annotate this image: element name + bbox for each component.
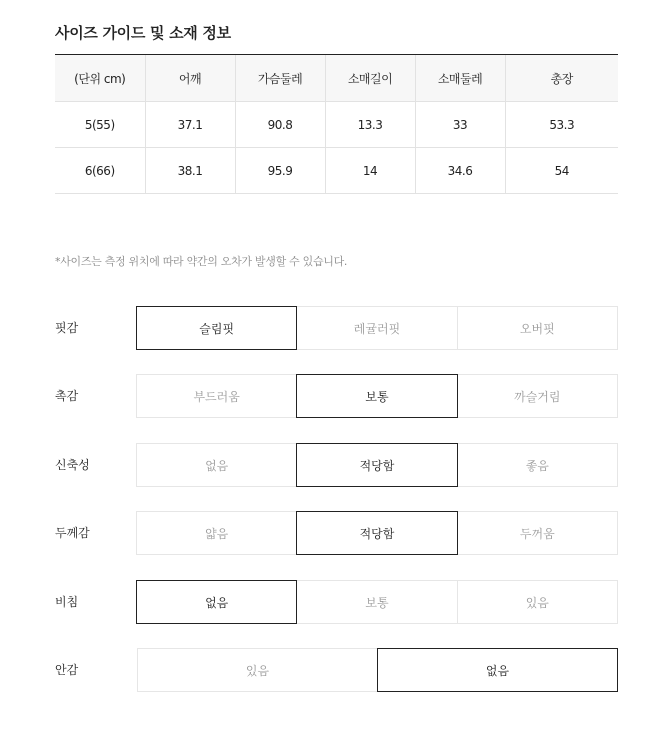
option-regular-fit[interactable]: 레귤러핏 xyxy=(296,306,457,350)
cell-total-length: 53.3 xyxy=(505,102,618,148)
size-table-header-row xyxy=(55,55,618,102)
option-thick[interactable]: 두꺼움 xyxy=(457,511,618,555)
attr-row-fit xyxy=(55,306,618,350)
attr-row-elasticity xyxy=(55,443,618,487)
cell-chest: 95.9 xyxy=(235,148,325,194)
header-sleeve-width: 소매둘레 xyxy=(415,55,505,102)
attr-row-thickness xyxy=(55,511,618,555)
option-none[interactable]: 없음 xyxy=(136,580,297,624)
header-unit: (단위 cm) xyxy=(55,55,145,102)
header-sleeve-length: 소매길이 xyxy=(325,55,415,102)
attr-label-sheerness: 비침 xyxy=(55,595,79,609)
option-rough[interactable]: 까슬거림 xyxy=(457,374,618,418)
header-shoulder: 어깨 xyxy=(145,55,235,102)
option-none[interactable]: 없음 xyxy=(136,443,297,487)
attr-row-sheerness xyxy=(55,580,618,624)
option-thin[interactable]: 얇음 xyxy=(136,511,297,555)
header-total-length: 총장 xyxy=(505,55,618,102)
option-normal[interactable]: 보통 xyxy=(296,374,457,418)
option-present[interactable]: 있음 xyxy=(137,648,378,692)
attr-options-thickness xyxy=(136,511,618,555)
attr-label-touch: 촉감 xyxy=(55,389,79,403)
option-good[interactable]: 좋음 xyxy=(457,443,618,487)
cell-sleeve-width: 33 xyxy=(415,102,505,148)
attr-options-touch xyxy=(136,374,618,418)
option-moderate[interactable]: 적당함 xyxy=(296,511,457,555)
option-none[interactable]: 없음 xyxy=(377,648,618,692)
attr-label-elasticity: 신축성 xyxy=(55,458,90,472)
attr-label-fit: 핏감 xyxy=(55,321,79,335)
cell-sleeve-width: 34.6 xyxy=(415,148,505,194)
option-over-fit[interactable]: 오버핏 xyxy=(457,306,618,350)
cell-total-length: 54 xyxy=(505,148,618,194)
attr-label-lining: 안감 xyxy=(55,663,79,677)
attr-options-sheerness xyxy=(136,580,618,624)
cell-sleeve-length: 13.3 xyxy=(325,102,415,148)
option-slim-fit[interactable]: 슬림핏 xyxy=(136,306,297,350)
cell-sleeve-length: 14 xyxy=(325,148,415,194)
option-normal[interactable]: 보통 xyxy=(296,580,457,624)
attr-options-fit xyxy=(136,306,618,350)
header-chest: 가슴둘레 xyxy=(235,55,325,102)
attr-label-thickness: 두께감 xyxy=(55,526,90,540)
table-row xyxy=(55,102,618,148)
option-present[interactable]: 있음 xyxy=(457,580,618,624)
attr-options-lining xyxy=(137,648,618,692)
cell-size: 5(55) xyxy=(55,102,145,148)
cell-shoulder: 37.1 xyxy=(145,102,235,148)
option-soft[interactable]: 부드러움 xyxy=(136,374,297,418)
attr-row-lining xyxy=(55,648,618,692)
section-title: 사이즈 가이드 및 소재 정보 xyxy=(55,24,231,42)
cell-shoulder: 38.1 xyxy=(145,148,235,194)
size-note: *사이즈는 측정 위치에 따라 약간의 오차가 발생할 수 있습니다. xyxy=(55,255,348,268)
size-table xyxy=(55,54,618,194)
option-moderate[interactable]: 적당함 xyxy=(296,443,457,487)
attr-row-touch xyxy=(55,374,618,418)
cell-chest: 90.8 xyxy=(235,102,325,148)
cell-size: 6(66) xyxy=(55,148,145,194)
attr-options-elasticity xyxy=(136,443,618,487)
table-row xyxy=(55,148,618,194)
